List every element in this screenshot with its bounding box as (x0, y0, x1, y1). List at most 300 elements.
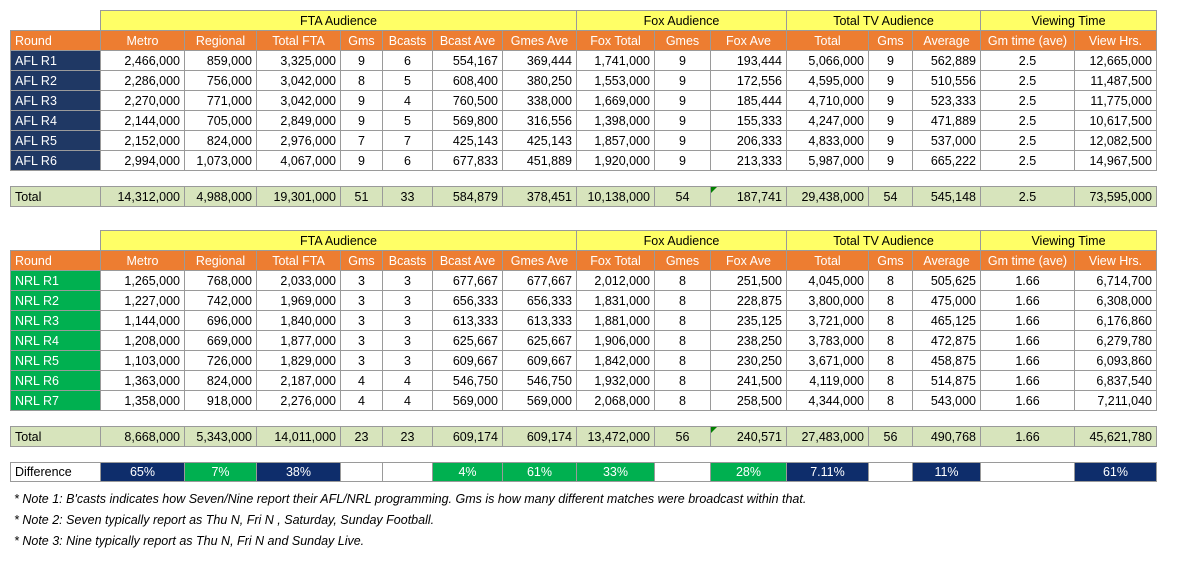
column-header: Metro (101, 31, 185, 51)
column-header: Bcast Ave (433, 31, 503, 51)
value-cell: 56 (869, 427, 913, 447)
value-cell: 2,152,000 (101, 131, 185, 151)
nrl-rows (11, 271, 1157, 411)
value-cell: 9 (869, 131, 913, 151)
value-cell: 609,174 (503, 427, 577, 447)
column-header: Gms (341, 31, 383, 51)
value-cell: 3 (341, 331, 383, 351)
value-cell: 10,617,500 (1075, 111, 1157, 131)
value-cell: 11,775,000 (1075, 91, 1157, 111)
value-cell: 33 (383, 187, 433, 207)
value-cell: 9 (341, 51, 383, 71)
value-cell: 609,667 (503, 351, 577, 371)
value-cell: 5 (383, 71, 433, 91)
value-cell: 665,222 (913, 151, 981, 171)
afl-rows (11, 51, 1157, 171)
value-cell: 546,750 (433, 371, 503, 391)
total-tv-audience-group: Total TV Audience (787, 231, 981, 251)
value-cell: 608,400 (433, 71, 503, 91)
value-cell: 2,033,000 (257, 271, 341, 291)
value-cell: 677,667 (503, 271, 577, 291)
table-row (11, 391, 1157, 411)
column-header: Gms (869, 31, 913, 51)
value-cell: 696,000 (185, 311, 257, 331)
value-cell: 4,247,000 (787, 111, 869, 131)
value-cell: 1,073,000 (185, 151, 257, 171)
table-row (11, 271, 1157, 291)
value-cell: 2.5 (981, 187, 1075, 207)
value-cell: 677,667 (433, 271, 503, 291)
column-header: Gmes (655, 251, 711, 271)
value-cell: 1,831,000 (577, 291, 655, 311)
value-cell: 12,082,500 (1075, 131, 1157, 151)
value-cell: 251,500 (711, 271, 787, 291)
value-cell: 2.5 (981, 51, 1075, 71)
value-cell: 23 (341, 427, 383, 447)
value-cell: 756,000 (185, 71, 257, 91)
value-cell: 569,000 (503, 391, 577, 411)
value-cell: 8 (869, 351, 913, 371)
value-cell: 9 (869, 111, 913, 131)
column-header: Round (11, 251, 101, 271)
value-cell: 8 (869, 291, 913, 311)
column-header: Fox Total (577, 251, 655, 271)
value-cell: 5,987,000 (787, 151, 869, 171)
value-cell: 3,800,000 (787, 291, 869, 311)
value-cell: 625,667 (503, 331, 577, 351)
value-cell: 13,472,000 (577, 427, 655, 447)
value-cell: 9 (655, 151, 711, 171)
value-cell: 2,466,000 (101, 51, 185, 71)
value-cell: 4 (383, 371, 433, 391)
note-2: * Note 2: Seven typically report as Thu N, Fri N , Saturday, Sunday Football. (14, 513, 435, 527)
value-cell: 546,750 (503, 371, 577, 391)
round-label: AFL R6 (11, 151, 101, 171)
value-cell: 3 (383, 271, 433, 291)
value-cell: 9 (655, 131, 711, 151)
value-cell: 4,119,000 (787, 371, 869, 391)
value-cell: 9 (869, 91, 913, 111)
column-header: Gmes Ave (503, 31, 577, 51)
value-cell: 625,667 (433, 331, 503, 351)
value-cell: 451,889 (503, 151, 577, 171)
value-cell: 8 (869, 331, 913, 351)
value-cell: 1,227,000 (101, 291, 185, 311)
value-cell: 425,143 (503, 131, 577, 151)
value-cell: 3,042,000 (257, 91, 341, 111)
column-header: Regional (185, 251, 257, 271)
value-cell: 2,068,000 (577, 391, 655, 411)
value-cell: 1,877,000 (257, 331, 341, 351)
value-cell: 228,875 (711, 291, 787, 311)
value-cell: 669,000 (185, 331, 257, 351)
value-cell: 472,875 (913, 331, 981, 351)
value-cell: 656,333 (503, 291, 577, 311)
value-cell: 9 (869, 151, 913, 171)
value-cell: 4 (383, 91, 433, 111)
column-header: Average (913, 251, 981, 271)
value-cell: 3,721,000 (787, 311, 869, 331)
value-cell: 213,333 (711, 151, 787, 171)
difference-row (11, 463, 1157, 482)
value-cell: 3 (341, 351, 383, 371)
value-cell: 465,125 (913, 311, 981, 331)
value-cell: 4,595,000 (787, 71, 869, 91)
value-cell: 8 (869, 371, 913, 391)
value-cell: 2.5 (981, 91, 1075, 111)
column-header: Gm time (ave) (981, 251, 1075, 271)
column-header: Gmes (655, 31, 711, 51)
value-cell: 9 (869, 71, 913, 91)
value-cell: 3,325,000 (257, 51, 341, 71)
column-header: Fox Ave (711, 31, 787, 51)
value-cell: 1,208,000 (101, 331, 185, 351)
value-cell: 12,665,000 (1075, 51, 1157, 71)
table-row (11, 351, 1157, 371)
value-cell: 2,849,000 (257, 111, 341, 131)
value-cell: 554,167 (433, 51, 503, 71)
value-cell: 2,286,000 (101, 71, 185, 91)
value-cell: 380,250 (503, 71, 577, 91)
value-cell: 490,768 (913, 427, 981, 447)
value-cell: 7 (383, 131, 433, 151)
difference-cell: 61% (503, 463, 577, 482)
spacer-row (11, 447, 1157, 463)
value-cell: 8 (655, 331, 711, 351)
value-cell: 1,553,000 (577, 71, 655, 91)
value-cell: 771,000 (185, 91, 257, 111)
value-cell: 613,333 (503, 311, 577, 331)
table-row (11, 131, 1157, 151)
value-cell: 705,000 (185, 111, 257, 131)
value-cell: 9 (655, 111, 711, 131)
value-cell: 378,451 (503, 187, 577, 207)
table-row (11, 311, 1157, 331)
afl-group-header-row (11, 11, 1157, 31)
value-cell: 569,000 (433, 391, 503, 411)
round-label: NRL R3 (11, 311, 101, 331)
value-cell: 4 (341, 391, 383, 411)
value-cell: 7 (341, 131, 383, 151)
round-label: AFL R4 (11, 111, 101, 131)
value-cell: 1,842,000 (577, 351, 655, 371)
value-cell: 9 (341, 151, 383, 171)
value-cell: 1,840,000 (257, 311, 341, 331)
value-cell: 3,042,000 (257, 71, 341, 91)
value-cell: 918,000 (185, 391, 257, 411)
value-cell: 8 (655, 371, 711, 391)
spacer-row (11, 411, 1157, 427)
round-label: NRL R7 (11, 391, 101, 411)
value-cell: 8 (655, 351, 711, 371)
round-label: NRL R1 (11, 271, 101, 291)
value-cell: 4,045,000 (787, 271, 869, 291)
value-cell: 206,333 (711, 131, 787, 151)
difference-cell: 33% (577, 463, 655, 482)
value-cell: 471,889 (913, 111, 981, 131)
value-cell: 3 (383, 311, 433, 331)
value-cell: 1,857,000 (577, 131, 655, 151)
value-cell: 4 (383, 391, 433, 411)
value-cell: 2.5 (981, 151, 1075, 171)
column-header: Regional (185, 31, 257, 51)
round-label: AFL R5 (11, 131, 101, 151)
column-header: Bcasts (383, 31, 433, 51)
difference-cell (869, 463, 913, 482)
fox-audience-group: Fox Audience (577, 11, 787, 31)
column-header: Gmes Ave (503, 251, 577, 271)
value-cell: 475,000 (913, 291, 981, 311)
value-cell: 1,669,000 (577, 91, 655, 111)
column-header: Bcasts (383, 251, 433, 271)
value-cell: 7,211,040 (1075, 391, 1157, 411)
value-cell: 3 (383, 331, 433, 351)
value-cell: 677,833 (433, 151, 503, 171)
difference-cell: 38% (257, 463, 341, 482)
column-header: Gms (869, 251, 913, 271)
value-cell: 3 (341, 271, 383, 291)
value-cell: 824,000 (185, 371, 257, 391)
value-cell: 45,621,780 (1075, 427, 1157, 447)
nrl-ratings-table (10, 230, 1157, 482)
value-cell: 8 (655, 311, 711, 331)
value-cell: 29,438,000 (787, 187, 869, 207)
value-cell: 523,333 (913, 91, 981, 111)
value-cell: 9 (341, 111, 383, 131)
value-cell: 5 (383, 111, 433, 131)
value-cell: 2,276,000 (257, 391, 341, 411)
difference-label: Difference (11, 463, 101, 482)
total-tv-audience-group: Total TV Audience (787, 11, 981, 31)
value-cell: 185,444 (711, 91, 787, 111)
fox-audience-group: Fox Audience (577, 231, 787, 251)
value-cell: 1,398,000 (577, 111, 655, 131)
blank-cell (11, 231, 101, 251)
value-cell: 6,837,540 (1075, 371, 1157, 391)
value-cell: 3 (341, 291, 383, 311)
value-cell: 2,144,000 (101, 111, 185, 131)
round-label: NRL R2 (11, 291, 101, 311)
value-cell: 1,103,000 (101, 351, 185, 371)
column-header: Metro (101, 251, 185, 271)
value-cell: 1.66 (981, 291, 1075, 311)
column-header: Gm time (ave) (981, 31, 1075, 51)
value-cell: 51 (341, 187, 383, 207)
value-cell: 1,881,000 (577, 311, 655, 331)
table-row (11, 291, 1157, 311)
round-label: AFL R2 (11, 71, 101, 91)
value-cell: 4,067,000 (257, 151, 341, 171)
table-row (11, 91, 1157, 111)
value-cell: 2.5 (981, 71, 1075, 91)
value-cell: 6,176,860 (1075, 311, 1157, 331)
value-cell: 316,556 (503, 111, 577, 131)
value-cell: 768,000 (185, 271, 257, 291)
value-cell: 14,967,500 (1075, 151, 1157, 171)
value-cell: 1,363,000 (101, 371, 185, 391)
value-cell: 235,125 (711, 311, 787, 331)
table-row (11, 331, 1157, 351)
round-label: AFL R1 (11, 51, 101, 71)
value-cell: 859,000 (185, 51, 257, 71)
value-cell: 6,308,000 (1075, 291, 1157, 311)
value-cell: 230,250 (711, 351, 787, 371)
value-cell: 4,344,000 (787, 391, 869, 411)
value-cell: 3,783,000 (787, 331, 869, 351)
round-label: AFL R3 (11, 91, 101, 111)
table-row (11, 71, 1157, 91)
table-row (11, 111, 1157, 131)
value-cell: 3 (341, 311, 383, 331)
value-cell: 824,000 (185, 131, 257, 151)
value-cell: 2.5 (981, 111, 1075, 131)
value-cell: 23 (383, 427, 433, 447)
viewing-time-group: Viewing Time (981, 231, 1157, 251)
difference-cell: 11% (913, 463, 981, 482)
value-cell: 505,625 (913, 271, 981, 291)
afl-ratings-table (10, 10, 1157, 207)
value-cell: 5,066,000 (787, 51, 869, 71)
value-cell: 54 (655, 187, 711, 207)
value-cell: 3,671,000 (787, 351, 869, 371)
value-cell: 238,250 (711, 331, 787, 351)
fta-audience-group: FTA Audience (101, 231, 577, 251)
value-cell: 1,920,000 (577, 151, 655, 171)
column-header: Gms (341, 251, 383, 271)
value-cell: 5,343,000 (185, 427, 257, 447)
value-cell: 9 (655, 71, 711, 91)
value-cell: 1.66 (981, 331, 1075, 351)
difference-cell (383, 463, 433, 482)
value-cell: 1.66 (981, 311, 1075, 331)
value-cell: 27,483,000 (787, 427, 869, 447)
value-cell: 4,988,000 (185, 187, 257, 207)
value-cell: 742,000 (185, 291, 257, 311)
value-cell: 4,710,000 (787, 91, 869, 111)
value-cell: 4 (341, 371, 383, 391)
table-row (11, 371, 1157, 391)
table-row (11, 51, 1157, 71)
value-cell: 8 (655, 271, 711, 291)
value-cell: 1,969,000 (257, 291, 341, 311)
value-cell: 545,148 (913, 187, 981, 207)
blank-cell (11, 11, 101, 31)
difference-cell: 7% (185, 463, 257, 482)
value-cell: 6 (383, 51, 433, 71)
value-cell: 2,994,000 (101, 151, 185, 171)
value-cell: 8 (655, 391, 711, 411)
value-cell: 1,265,000 (101, 271, 185, 291)
value-cell: 19,301,000 (257, 187, 341, 207)
value-cell: 3 (383, 351, 433, 371)
value-cell: 9 (869, 51, 913, 71)
value-cell: 760,500 (433, 91, 503, 111)
column-header: Total (787, 31, 869, 51)
value-cell: 2,012,000 (577, 271, 655, 291)
value-cell: 1,144,000 (101, 311, 185, 331)
value-cell: 584,879 (433, 187, 503, 207)
value-cell: 9 (655, 91, 711, 111)
value-cell: 14,011,000 (257, 427, 341, 447)
value-cell: 2,270,000 (101, 91, 185, 111)
value-cell: 338,000 (503, 91, 577, 111)
difference-cell: 7.11% (787, 463, 869, 482)
value-cell: 9 (341, 91, 383, 111)
value-cell: 56 (655, 427, 711, 447)
value-cell: 8 (869, 311, 913, 331)
value-cell: 1.66 (981, 371, 1075, 391)
value-cell: 1,932,000 (577, 371, 655, 391)
nrl-total-row (11, 427, 1157, 447)
value-cell: 609,174 (433, 427, 503, 447)
note-1: * Note 1: B'casts indicates how Seven/Nine report their AFL/NRL programming. Gms is how many different matches were broadcast within that. (14, 492, 807, 506)
value-cell: 562,889 (913, 51, 981, 71)
value-cell: 241,500 (711, 371, 787, 391)
value-cell: 8,668,000 (101, 427, 185, 447)
value-cell: 8 (869, 391, 913, 411)
value-cell: 1.66 (981, 271, 1075, 291)
value-cell: 569,800 (433, 111, 503, 131)
value-cell: 543,000 (913, 391, 981, 411)
value-cell: 613,333 (433, 311, 503, 331)
afl-total-row (11, 187, 1157, 207)
column-header: Total FTA (257, 251, 341, 271)
value-cell: 1,906,000 (577, 331, 655, 351)
value-cell: 656,333 (433, 291, 503, 311)
round-label: NRL R4 (11, 331, 101, 351)
difference-cell (341, 463, 383, 482)
value-cell: 609,667 (433, 351, 503, 371)
column-header: Round (11, 31, 101, 51)
nrl-group-header-row (11, 231, 1157, 251)
value-cell: 2,976,000 (257, 131, 341, 151)
note-3: * Note 3: Nine typically report as Thu N, Fri N and Sunday Live. (14, 534, 365, 548)
round-label: NRL R5 (11, 351, 101, 371)
value-cell: 726,000 (185, 351, 257, 371)
round-label: NRL R6 (11, 371, 101, 391)
value-cell: 1,829,000 (257, 351, 341, 371)
value-cell: 425,143 (433, 131, 503, 151)
column-header: Fox Total (577, 31, 655, 51)
column-header: Average (913, 31, 981, 51)
value-cell: 3 (383, 291, 433, 311)
difference-cell (655, 463, 711, 482)
value-cell: 6,714,700 (1075, 271, 1157, 291)
value-cell: 6,279,780 (1075, 331, 1157, 351)
value-cell: 458,875 (913, 351, 981, 371)
value-cell: 6,093,860 (1075, 351, 1157, 371)
value-cell: 4,833,000 (787, 131, 869, 151)
value-cell: 155,333 (711, 111, 787, 131)
value-cell: 14,312,000 (101, 187, 185, 207)
column-header: Total (787, 251, 869, 271)
difference-cell: 4% (433, 463, 503, 482)
value-cell: 8 (341, 71, 383, 91)
viewing-time-group: Viewing Time (981, 11, 1157, 31)
value-cell: 8 (655, 291, 711, 311)
afl-column-header-row (11, 31, 1157, 51)
value-cell: 537,000 (913, 131, 981, 151)
difference-cell: 65% (101, 463, 185, 482)
value-cell: 172,556 (711, 71, 787, 91)
value-cell: 6 (383, 151, 433, 171)
value-cell: 2,187,000 (257, 371, 341, 391)
difference-cell: 61% (1075, 463, 1157, 482)
value-cell: 1,358,000 (101, 391, 185, 411)
value-cell: 1.66 (981, 351, 1075, 371)
column-header: View Hrs. (1075, 251, 1157, 271)
difference-cell: 28% (711, 463, 787, 482)
